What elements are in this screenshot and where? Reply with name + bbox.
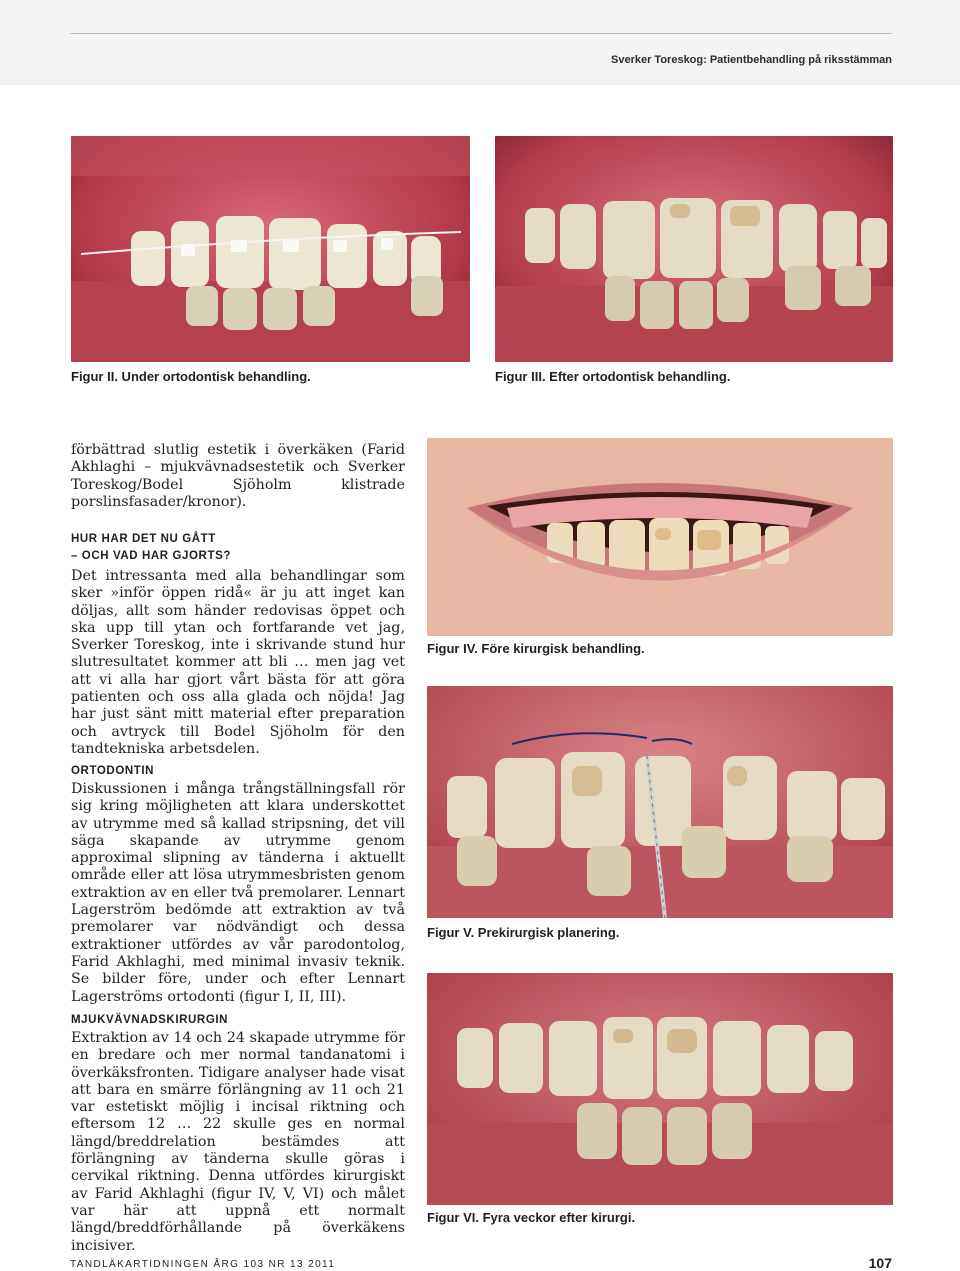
- figure-4-photo: [427, 438, 893, 636]
- intro-paragraph: förbättrad slutlig estetik i överkäken (Farid Akhlaghi – mjukvävnadsestetik och Sverker Toreskog/Bodel Sjöholm klistrade porslinsfasader/kronor).: [71, 442, 405, 510]
- paragraph-resultat: Det intressanta med alla behandlingar som sker »inför öppen ridå« är ju att inget kan döljas, allt som händer redovisas öppet och ska upp till ytan och fortfarande vet jag, Sverker Toreskog, inte i skrivande stund hur slutresultatet kommer att bli … men jag vet att vi alla har gjort vårt bästa för att göra patienten och oss alla glada och nöjda! Jag har just sänt mitt material efter preparation och avtryck till Bodel Sjöholm för den tandtekniska arbetsdelen.: [71, 568, 405, 757]
- figure-6-photo: [427, 973, 893, 1205]
- journal-footer: TANDLÄKARTIDNINGEN ÅRG 103 NR 13 2011: [70, 1259, 336, 1270]
- paragraph-ortodontin: Diskussionen i många trångställningsfall rör sig kring möjligheten att klara underskottet av utrymme med så kallad stripsning, det vill säga skapande av utrymme genom approximal slipning av tänderna i aktuellt område eller att lösa utrymmesbristen genom extraktion av en eller två premolarer. Lennart Lagerström bedömde att extraktion av två premolarer var nödvändigt och dessa extraktioner utfördes av vår parodontolog, Farid Akhlaghi, med minimal invasiv teknik. Se bilder före, under och efter Lennart Lagerströms ortodonti (figur I, II, III).: [71, 781, 405, 1005]
- figure-2-photo: [71, 136, 470, 362]
- figure-5-caption: Figur V. Prekirurgisk planering.: [427, 925, 620, 940]
- figure-3-caption: Figur III. Efter ortodontisk behandling.: [495, 369, 731, 384]
- heading-mjukvavnadskirurgin: MJUKVÄVNADSKIRURGIN: [71, 1014, 229, 1026]
- page-number: 107: [868, 1255, 892, 1271]
- heading-ortodontin: ORTODONTIN: [71, 765, 155, 777]
- heading-hur-har-det-gatt: HUR HAR DET NU GÅTT – OCH VAD HAR GJORTS?: [71, 533, 231, 562]
- figure-6-caption: Figur VI. Fyra veckor efter kirurgi.: [427, 1210, 636, 1225]
- paragraph-mjukvavnadskirurgin: Extraktion av 14 och 24 skapade utrymme för en bredare och mer normal tandanatomi i överkäksfronten. Tidigare analyser hade visat att bara en smärre förlängning av 11 och 21 var estetiskt möjlig i incisal riktning och eftersom 12 … 22 skulle ges en normal längd/breddrelation bestämdes att förlängning av tänderna skulle göras i cervikal riktning. Denna utfördes kirurgiskt av Farid Akhlaghi (figur IV, V, VI) och målet var här att uppnå ett normalt längd/breddförhållande på överkäkens incisiver.: [71, 1030, 405, 1254]
- figure-3-photo: [495, 136, 893, 362]
- figure-4-caption: Figur IV. Före kirurgisk behandling.: [427, 641, 645, 656]
- running-head: Sverker Toreskog: Patientbehandling på riksstämman: [611, 54, 892, 66]
- figure-5-photo: [427, 686, 893, 918]
- figure-2-caption: Figur II. Under ortodontisk behandling.: [71, 369, 311, 384]
- header-rule: [70, 33, 892, 34]
- top-band: [0, 0, 960, 85]
